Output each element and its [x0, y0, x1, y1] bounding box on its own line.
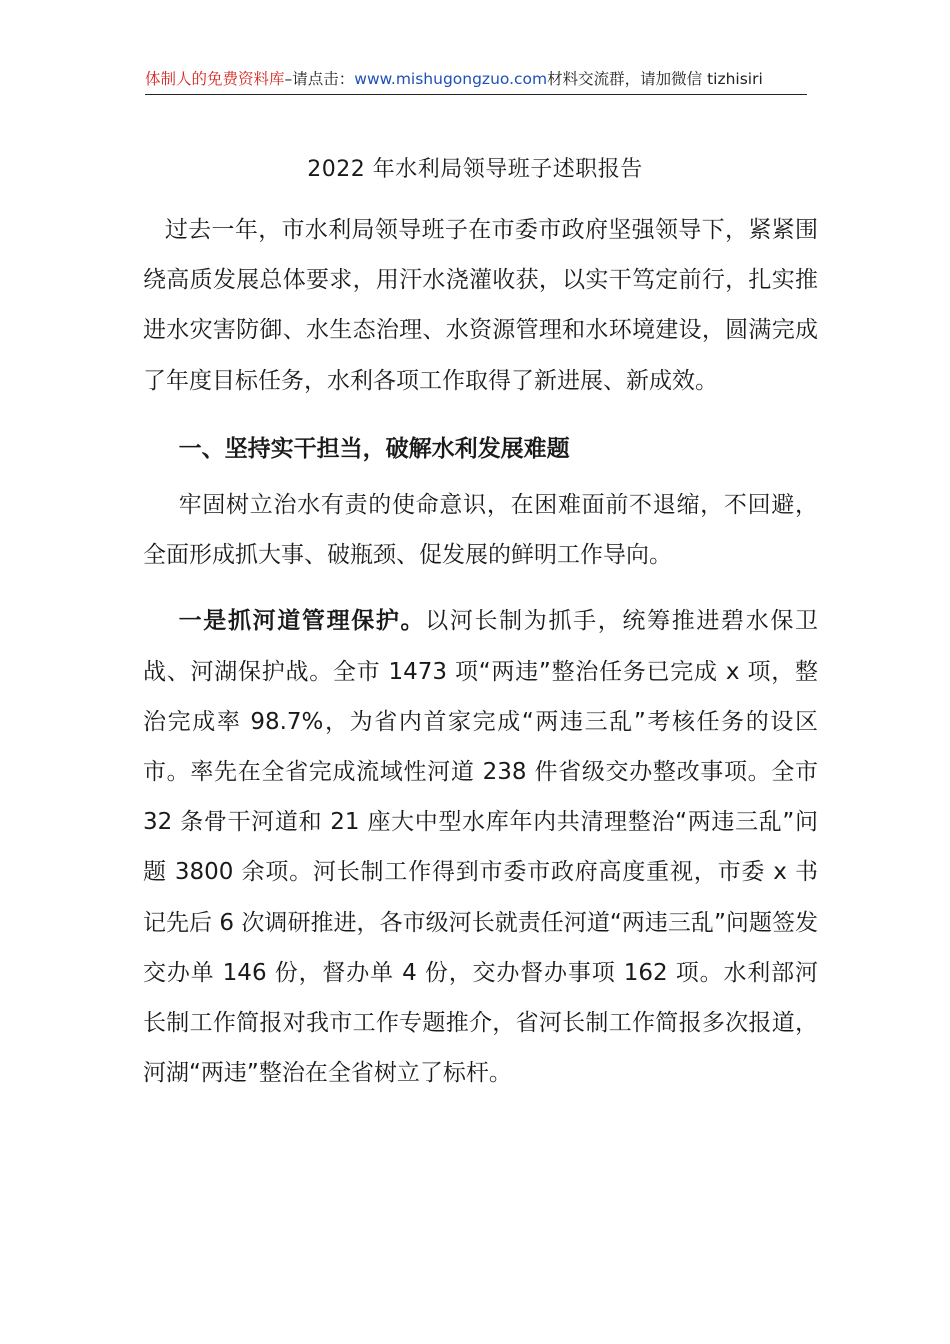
- click-prompt: –请点击：: [284, 70, 355, 88]
- website-link[interactable]: www.mishugongzuo.com: [354, 70, 548, 88]
- item-paragraph: [143, 596, 818, 1098]
- section-heading: 一、坚持实干担当，破解水利发展难题: [178, 435, 570, 462]
- document-body: [143, 205, 818, 1098]
- brand-text: 体制人的免费资料库: [145, 70, 285, 88]
- document-title: 2022 年水利局领导班子述职报告: [307, 157, 643, 182]
- section-paragraph: 牢固树立治水有责的使命意识，在困难面前不退缩，不回避，全面形成抓大事、破瓶颈、促发展的鲜明工作导向。: [143, 492, 818, 569]
- item-lead: 一是抓河道管理保护。: [178, 608, 426, 635]
- page-header: [145, 64, 807, 95]
- group-text: 材料交流群，请加微信 tizhisiri: [547, 70, 763, 88]
- intro-paragraph: 过去一年，市水利局领导班子在市委市政府坚强领导下，紧紧围绕高质发展总体要求，用汗水浇灌收获，以实干笃定前行，扎实推进水灾害防御、水生态治理、水资源管理和水环境建设，圆满完成了年度目标任务，水利各项工作取得了新进展、新成效。: [143, 217, 818, 394]
- item-body: 以河长制为抓手，统筹推进碧水保卫战、河湖保护战。全市 1473 项“两违”整治任务已完成 x 项，整治完成率 98.7%，为省内首家完成“两违三乱”考核任务的设区市。率先在全省完成流域性河道 238 件省级交办整改事项。全市 32 条骨干河道和 21 座大中型水库年内共清理整治“两违三乱”问题 3800 余项。河长制工作得到市委市政府高度重视，市委 x 书记先后 6 次调研推进，各市级河长就责任河道“两违三乱”问题签发交办单 146 份，督办单 4 份，交办督办事项 162 项。水利部河长制工作简报对我市工作专题推介，省河长制工作简报多次报道，河湖“两违”整治在全省树立了标杆。: [143, 608, 819, 1087]
